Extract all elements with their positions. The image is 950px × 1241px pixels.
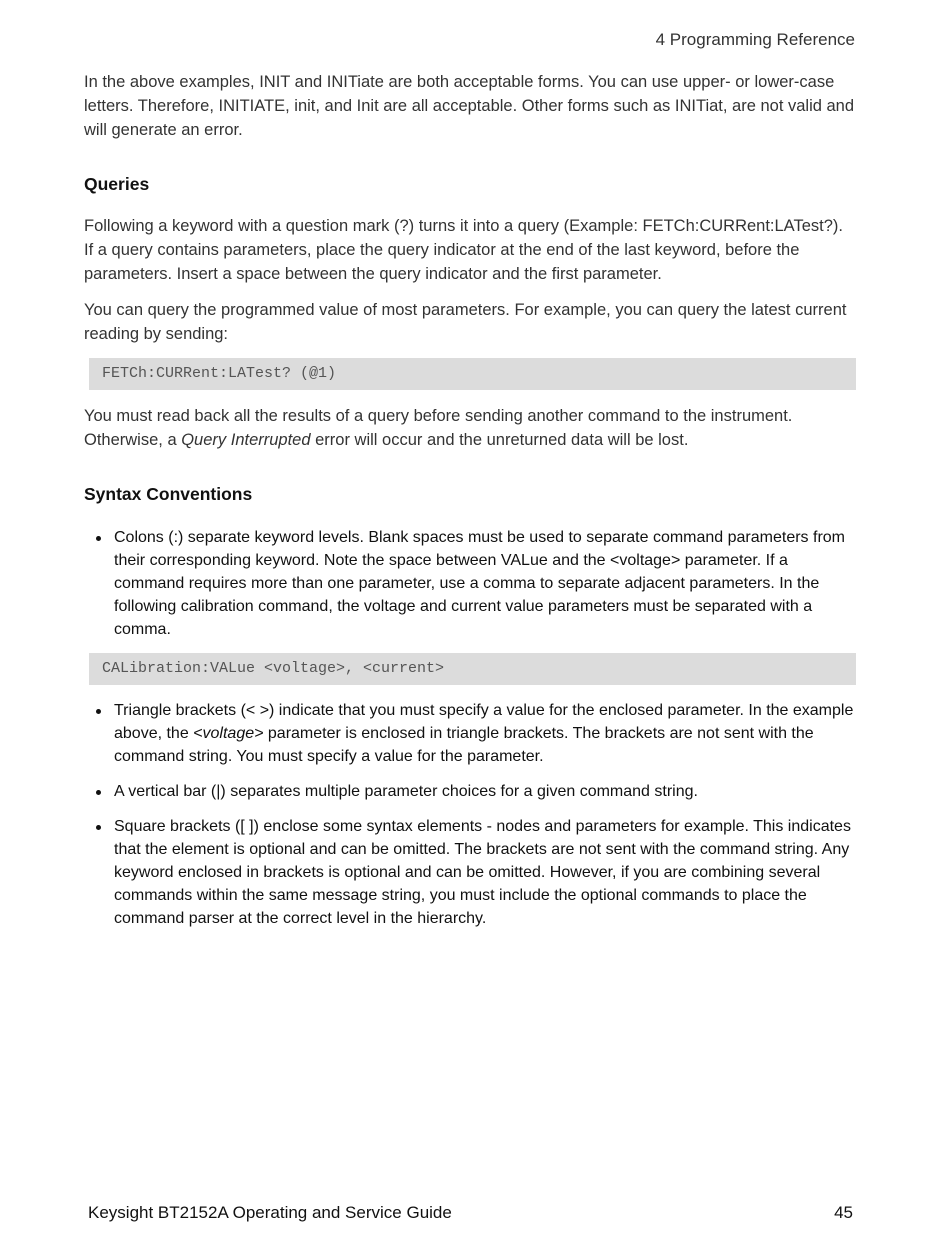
queries-paragraph-3 <box>84 404 856 452</box>
bullet-text: A vertical bar (|) separates multiple parameter choices for a given command string. <box>114 783 698 800</box>
syntax-bullet-colons <box>84 526 856 641</box>
syntax-list <box>84 526 856 641</box>
query-interrupted-term: Query Interrupted <box>181 431 311 449</box>
running-head: 4 Programming Reference <box>655 30 855 49</box>
voltage-parameter-term: <voltage> <box>193 725 264 742</box>
bullet-text-end: parameter is enclosed in triangle brackets. The brackets are not sent with the command string. You must specify a value for the parameter. <box>114 725 814 765</box>
syntax-bullet-triangle-brackets <box>84 699 856 768</box>
bullet-text: Square brackets ([ ]) enclose some syntax elements - nodes and parameters for example. This indicates that the element is optional and can be omitted. The brackets are not sent with the command string. Any keyword enclosed in brackets is optional and can be omitted. However, if you are combining several commands within the same message string, you must include the optional commands to place the command parser at the correct level in the hierarchy. <box>114 818 851 927</box>
queries-paragraph-1: Following a keyword with a question mark (?) turns it into a query (Example: FETCh:CURRent:LATest?). If a query contains parameters, place the query indicator at the end of the last keyword, before the parameters. Insert a space between the query indicator and the first parameter. <box>84 217 843 283</box>
syntax-bullet-vertical-bar <box>84 780 856 803</box>
intro-paragraph: In the above examples, INIT and INITiate are both acceptable forms. You can use upper- or lower-case letters. Therefore, INITIATE, init, and Init are all acceptable. Other forms such as INITiat, are not valid and will generate an error. <box>84 73 855 139</box>
syntax-bullet-square-brackets <box>84 815 856 930</box>
query-code-example: FETCh:CURRent:LATest? (@1) <box>89 358 856 390</box>
queries-paragraph-3-start: You must read back all the results of a query before sending another command to the instrument. Otherwise, a <box>84 407 793 449</box>
queries-paragraph-3-end: error will occur and the unreturned data will be lost. <box>310 431 689 449</box>
bullet-dot-icon <box>96 825 101 830</box>
bullet-text-start: Triangle brackets (< >) indicate that you must specify a value for the enclosed parameter. In the example above, the <box>114 702 854 742</box>
footer-title: Keysight BT2152A Operating and Service Guide <box>88 1203 452 1222</box>
queries-paragraph-2: You can query the programmed value of most parameters. For example, you can query the latest current reading by sending: <box>84 301 847 343</box>
syntax-list-continued <box>84 699 856 930</box>
calibration-code-example: CALibration:VALue <voltage>, <current> <box>89 653 856 685</box>
page-content <box>84 70 856 942</box>
bullet-dot-icon <box>96 536 101 541</box>
queries-heading: Queries <box>84 174 150 194</box>
bullet-dot-icon <box>96 709 101 714</box>
bullet-text: Colons (:) separate keyword levels. Blank spaces must be used to separate command parameters from their corresponding keyword. Note the space between VALue and the <voltage> parameter. If a command requires more than one parameter, use a comma to separate adjacent parameters. In the following calibration command, the voltage and current value parameters must be separated with a comma. <box>114 529 845 638</box>
syntax-heading: Syntax Conventions <box>84 484 253 504</box>
bullet-dot-icon <box>96 790 101 795</box>
page-number: 45 <box>834 1203 853 1222</box>
